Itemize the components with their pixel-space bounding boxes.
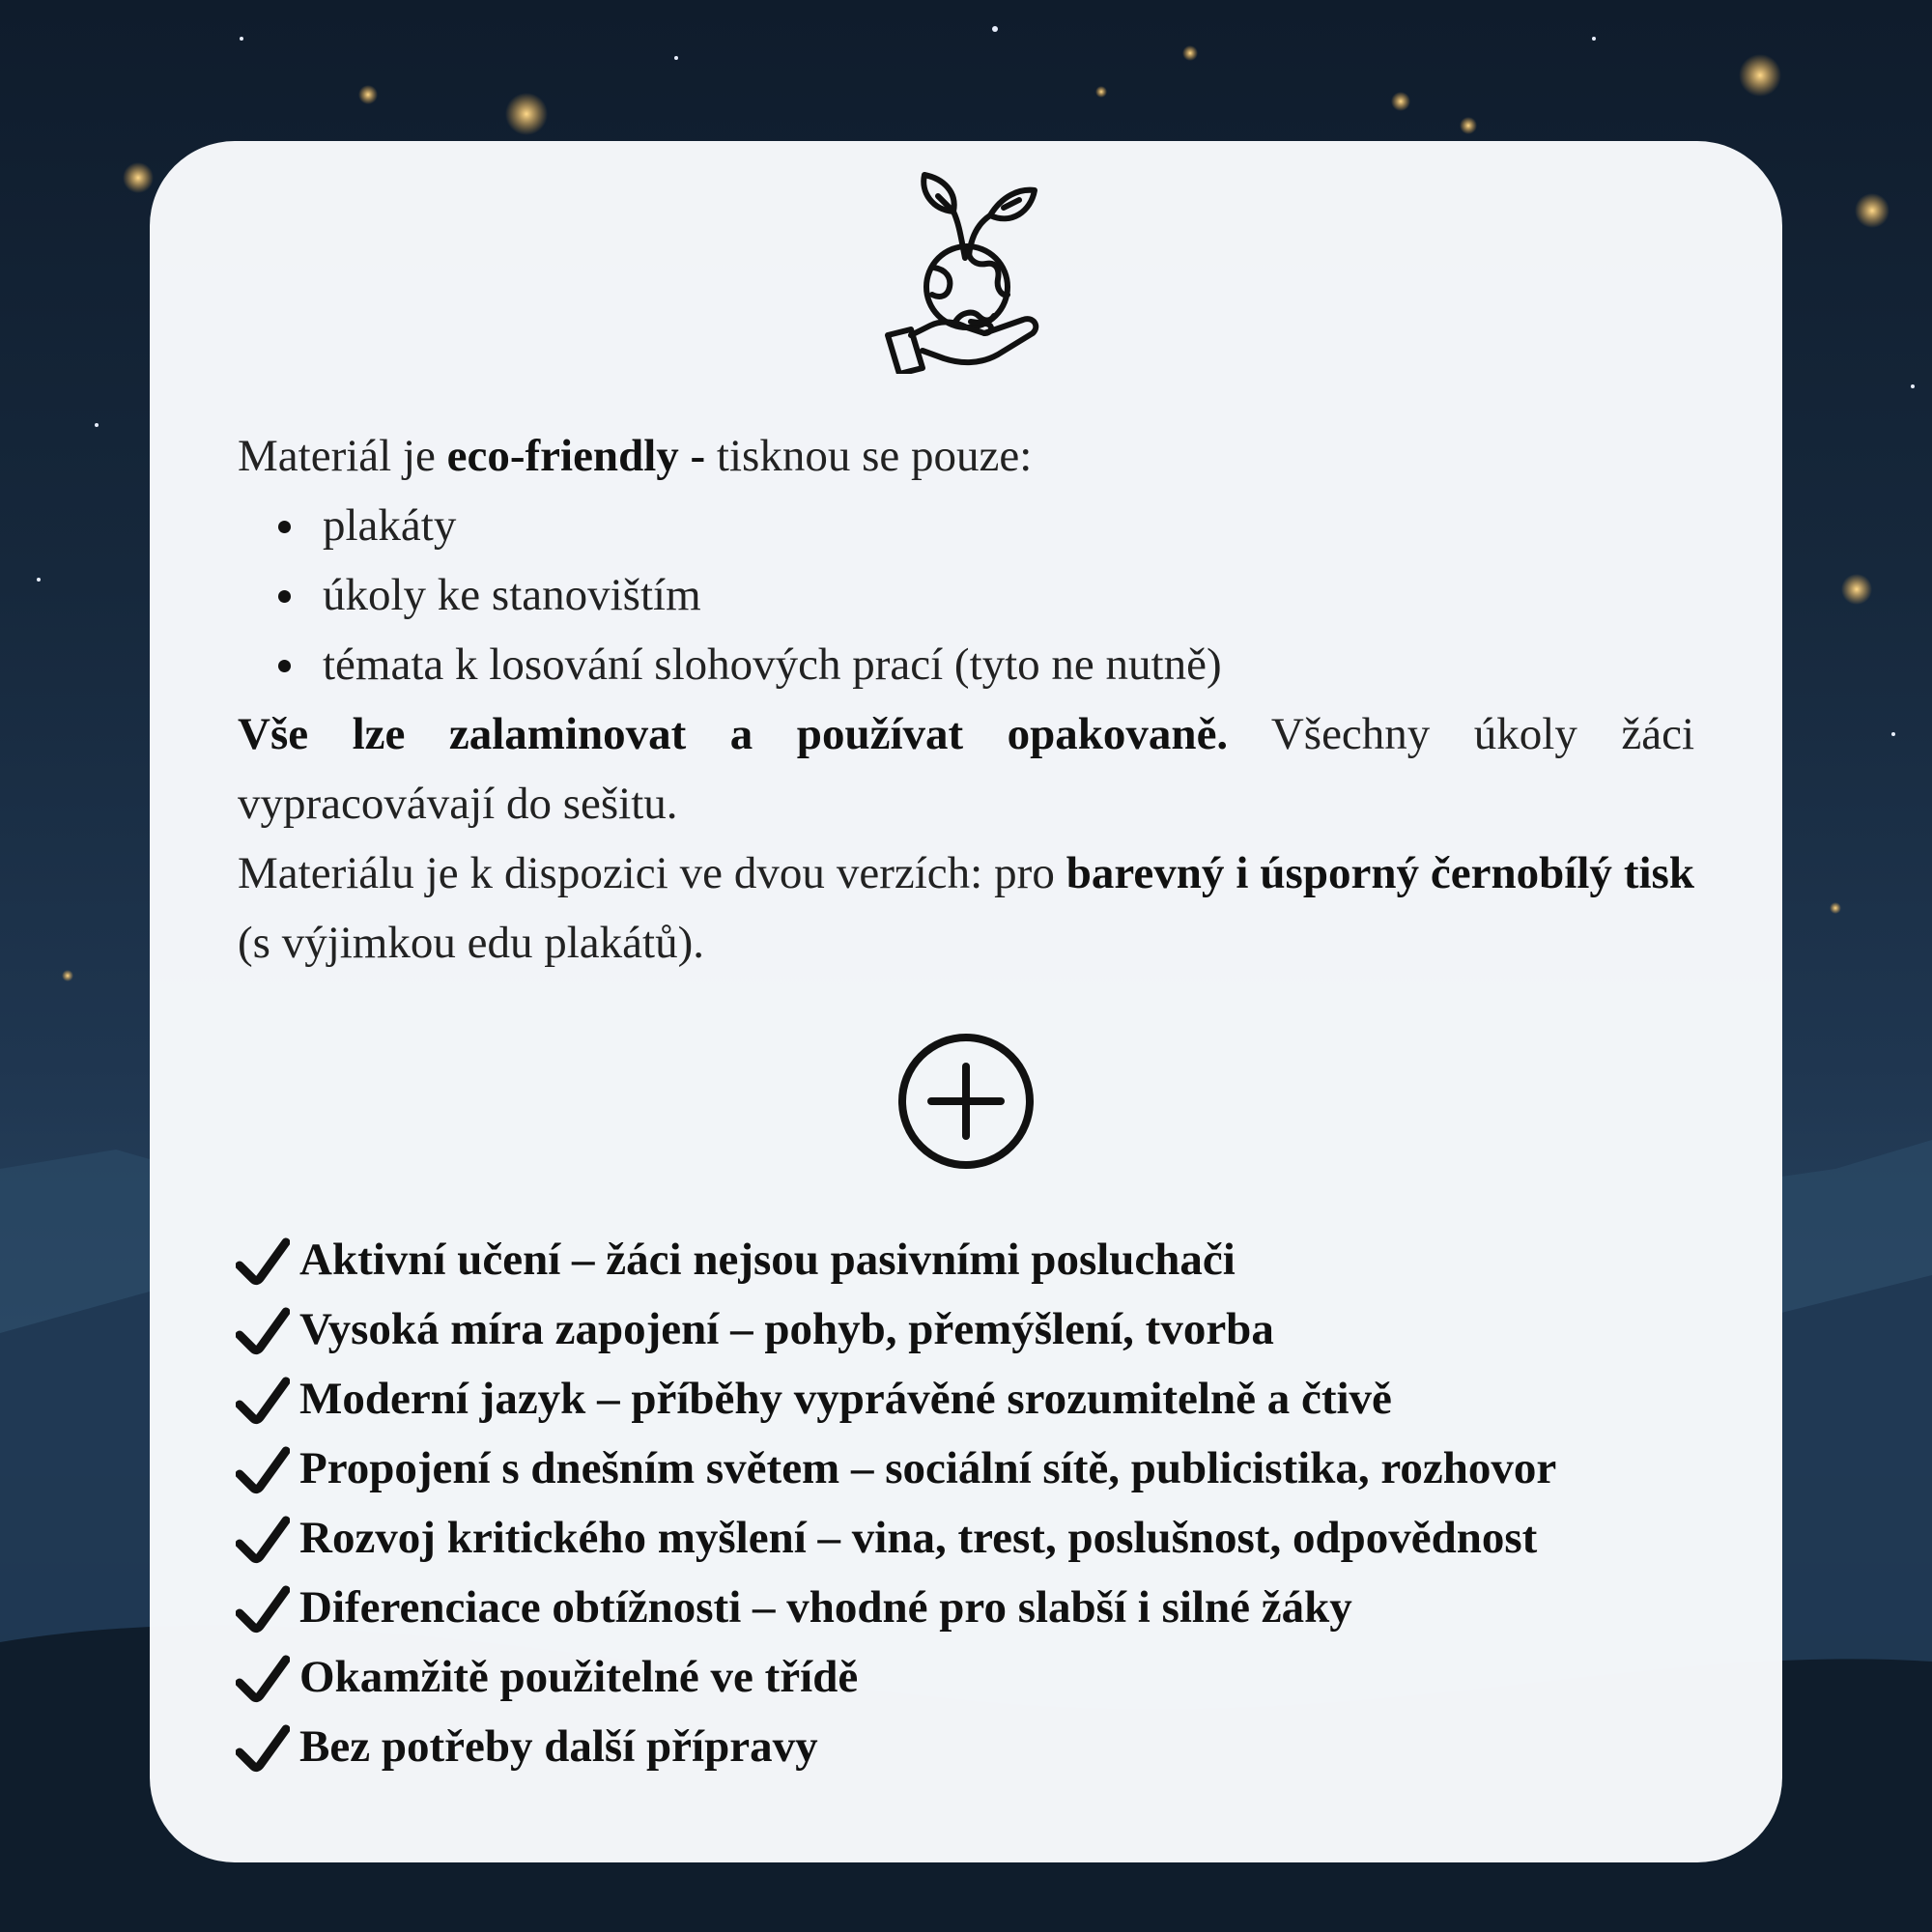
intro-line1-rest: tisknou se pouze: [705,431,1033,481]
versions-rest: (s výjimkou edu plakátů). [238,918,704,968]
intro-line1-text: Materiál je [238,431,447,481]
check-icon [236,1654,290,1704]
list-item: úkoly ke stanovištím [278,560,1694,630]
benefit-text: Bez potřeby další přípravy [299,1721,818,1772]
eco-friendly-line [238,421,1694,491]
benefit-item [236,1642,1743,1712]
benefit-text: Vysoká míra zapojení – pohyb, přemýšlení, tvorba [299,1304,1274,1354]
benefit-item [236,1573,1743,1642]
list-item: plakáty [278,491,1694,560]
check-icon [236,1306,290,1356]
benefit-text: Moderní jazyk – příběhy vyprávěné srozumitelně a čtivě [299,1374,1392,1424]
versions-bold: barevný i úsporný černobílý tisk [1065,848,1694,898]
check-icon [236,1236,290,1287]
benefit-text: Rozvoj kritického myšlení – vina, trest, poslušnost, odpovědnost [299,1513,1538,1563]
benefit-item [236,1712,1743,1781]
eco-hand-globe-sprout-icon [884,171,1048,374]
benefit-item [236,1225,1743,1294]
benefit-text: Propojení s dnešním světem – sociální sítě, publicistika, rozhovor [299,1443,1557,1493]
check-icon [236,1515,290,1565]
benefit-text: Diferenciace obtížnosti – vhodné pro slabší i silné žáky [299,1582,1352,1633]
benefits-list [236,1225,1743,1781]
versions-text: Materiálu je k dispozici ve dvou verzích: pro [238,848,1066,898]
printed-items-list [238,491,1694,699]
benefit-item [236,1294,1743,1364]
list-item: témata k losování slohových prací (tyto ne nutně) [278,630,1694,699]
intro-text [238,421,1694,978]
laminate-rest: Všechny úkoly žáci vypracovávají do sešitu. [238,709,1694,829]
benefit-item [236,1364,1743,1434]
check-icon [236,1445,290,1495]
versions-paragraph [238,838,1694,978]
check-icon [236,1376,290,1426]
check-icon [236,1723,290,1774]
laminate-paragraph [238,699,1694,838]
plus-circle-icon [896,1032,1036,1171]
check-icon [236,1584,290,1634]
laminate-bold: Vše lze zalaminovat a používat opakovaně. [238,709,1229,759]
benefit-item [236,1434,1743,1503]
benefit-text: Okamžitě použitelné ve třídě [299,1652,859,1702]
benefit-item [236,1503,1743,1573]
benefit-text: Aktivní učení – žáci nejsou pasivními posluchači [299,1235,1236,1285]
eco-friendly-bold: eco-friendly - [446,431,706,481]
